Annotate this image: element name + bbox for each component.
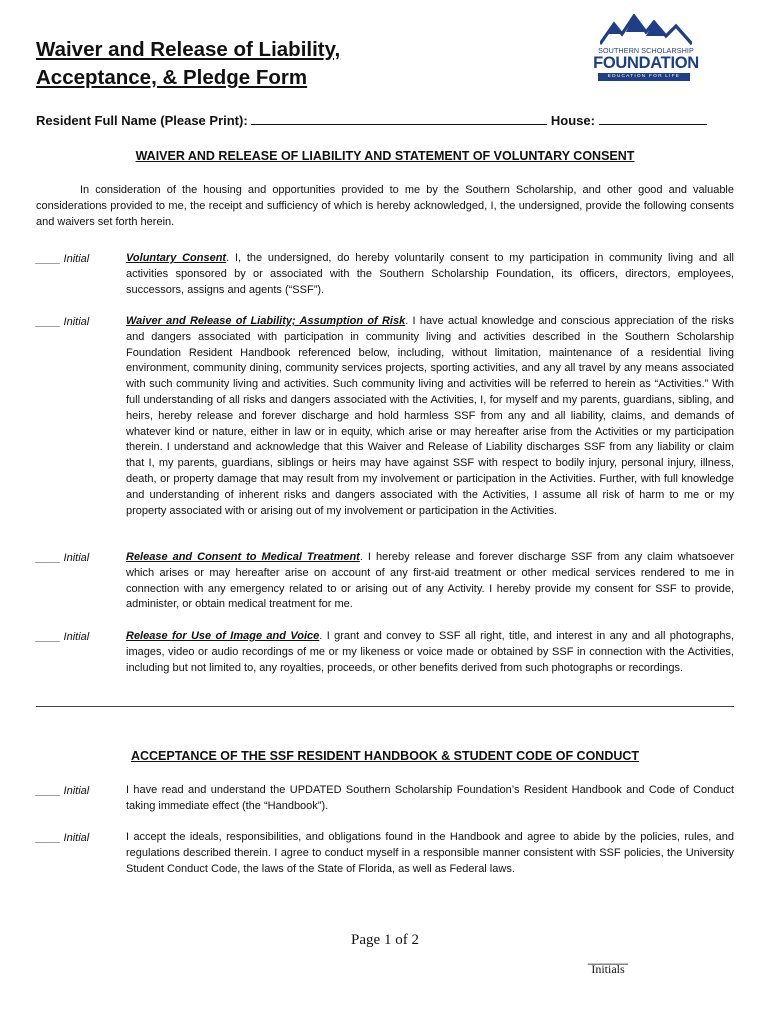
logo-tagline: EDUCATION FOR LIFE [598, 73, 690, 81]
initial-field[interactable]: ____ Initial [36, 785, 90, 797]
footer-initials-label: Initials [591, 962, 625, 976]
clause-text: . I grant and convey to SSF all right, title, and interest in any and all photographs, images, video or audio recordings of me or my likeness or voice made or obtained by SSF in connection with the Activities, including but not limited to, any royalties, proceeds, or other benefits derived from such photographs or recordings. [126, 630, 735, 674]
section-divider [36, 706, 734, 707]
clause-heading: Release and Consent to Medical Treatment [126, 551, 360, 563]
resident-name-row [36, 112, 707, 128]
clause-text: . I hereby release and forever discharge SSF from any claim whatsoever which arises or may hereafter arise on account of any first-aid treatment or other medical services rendered to me in connection with any emergency related to or arising out of any Activity. I hereby provide my consent for SSF to provide, administer, or obtain medical treatment for me. [126, 551, 734, 611]
handbook-section-heading: ACCEPTANCE OF THE SSF RESIDENT HANDBOOK & STUDENT CODE OF CONDUCT [130, 749, 640, 763]
waiver-intro-text: In consideration of the housing and opportunities provided to me by the Southern Scholarship, and other good and valuable considerations provided to me, the receipt and sufficiency of which is hereby acknowledged, I, the undersigned, provide the following consents and waivers set forth herein. [36, 184, 734, 228]
initial-field[interactable]: ____ Initial [36, 832, 90, 844]
logo-main-text: FOUNDATION [593, 54, 699, 72]
logo-top-text: SOUTHERN SCHOLARSHIP [598, 46, 694, 55]
resident-name-field[interactable] [251, 112, 547, 125]
clause-body [126, 251, 734, 298]
waiver-intro-paragraph [36, 182, 734, 230]
page-number: Page 1 of 2 [351, 932, 419, 948]
form-title-line2: Acceptance, & Pledge Form [36, 66, 308, 89]
clause-heading: Voluntary Consent [126, 252, 227, 264]
clause-heading: Release for Use of Image and Voice [126, 630, 320, 642]
house-label: House: [550, 113, 595, 128]
initial-field[interactable]: ____ Initial [36, 631, 90, 643]
footer-initials-field[interactable]: ______ [588, 951, 629, 965]
waiver-section-heading: WAIVER AND RELEASE OF LIABILITY AND STATEMENT OF VOLUNTARY CONSENT [135, 149, 635, 163]
clause-body [126, 550, 734, 613]
initial-field[interactable]: ____ Initial [36, 552, 90, 564]
clause-text: I have read and understand the UPDATED Southern Scholarship Foundation’s Resident Handbook and Code of Conduct taking immediate effect (the “Handbook”). [126, 784, 734, 812]
form-title [36, 36, 340, 92]
initial-field[interactable]: ____ Initial [36, 316, 90, 328]
house-field[interactable] [599, 112, 707, 125]
form-title-line1: Waiver and Release of Liability, [36, 38, 341, 61]
rooftops-logo-icon [600, 14, 692, 46]
clause-text: . I, the undersigned, do hereby voluntarily consent to my participation in community living and all activities sponsored by or associated with the Southern Scholarship Foundation, its officers, directors, employees, successors, assigns and agents (“SSF”). [126, 252, 735, 296]
clause-text: . I have actual knowledge and conscious appreciation of the risks and dangers associated with participation in community living and activities described in the Southern Scholarship Foundation Resident Handbook referenced below, including, without limitation, maintenance of a residential living environment, community dining, community services projects, sporting activities, and any all travel by any means associated with such community living and activities. Such community living and activities will be referred to herein as “Activities.” With full understanding of all risks and dangers associated with the Activities, I, for myself and my parents, guardians, sibling, and heirs, hereby release and forever discharge and hold harmless SSF from any and all liability, claims, and demands of whatever kind or nature, either in law or in equity, which arise or may hereafter arise from the Activities or my participation therein. I understand and acknowledge that this Waiver and Release of Liability discharges SSF from any liability or claim that I, my parents, guardians, siblings or heirs may have against SSF with respect to bodily injury, personal injury, illness, death, or property damage that may result from my involvement or participation in the Activities. Further, with full knowledge and understanding of inherent risks and dangers associated with the Activities, I assume all risk of harm to me or my property associated with or arising out of my involvement or participation in the Activities. [126, 315, 734, 517]
clause-body [126, 314, 734, 519]
ssf-logo [592, 14, 700, 82]
initial-field[interactable]: ____ Initial [36, 253, 90, 265]
resident-name-label: Resident Full Name (Please Print): [36, 113, 248, 128]
clause-text: I accept the ideals, responsibilities, and obligations found in the Handbook and agree to abide by the policies, rules, and regulations described therein. I agree to conduct myself in a responsible manner consistent with SSF policies, the University Student Conduct Code, the laws of the State of Florida, as well as Federal laws. [126, 831, 734, 875]
clause-body [126, 629, 734, 676]
clause-heading: Waiver and Release of Liability; Assumption of Risk [126, 315, 406, 327]
